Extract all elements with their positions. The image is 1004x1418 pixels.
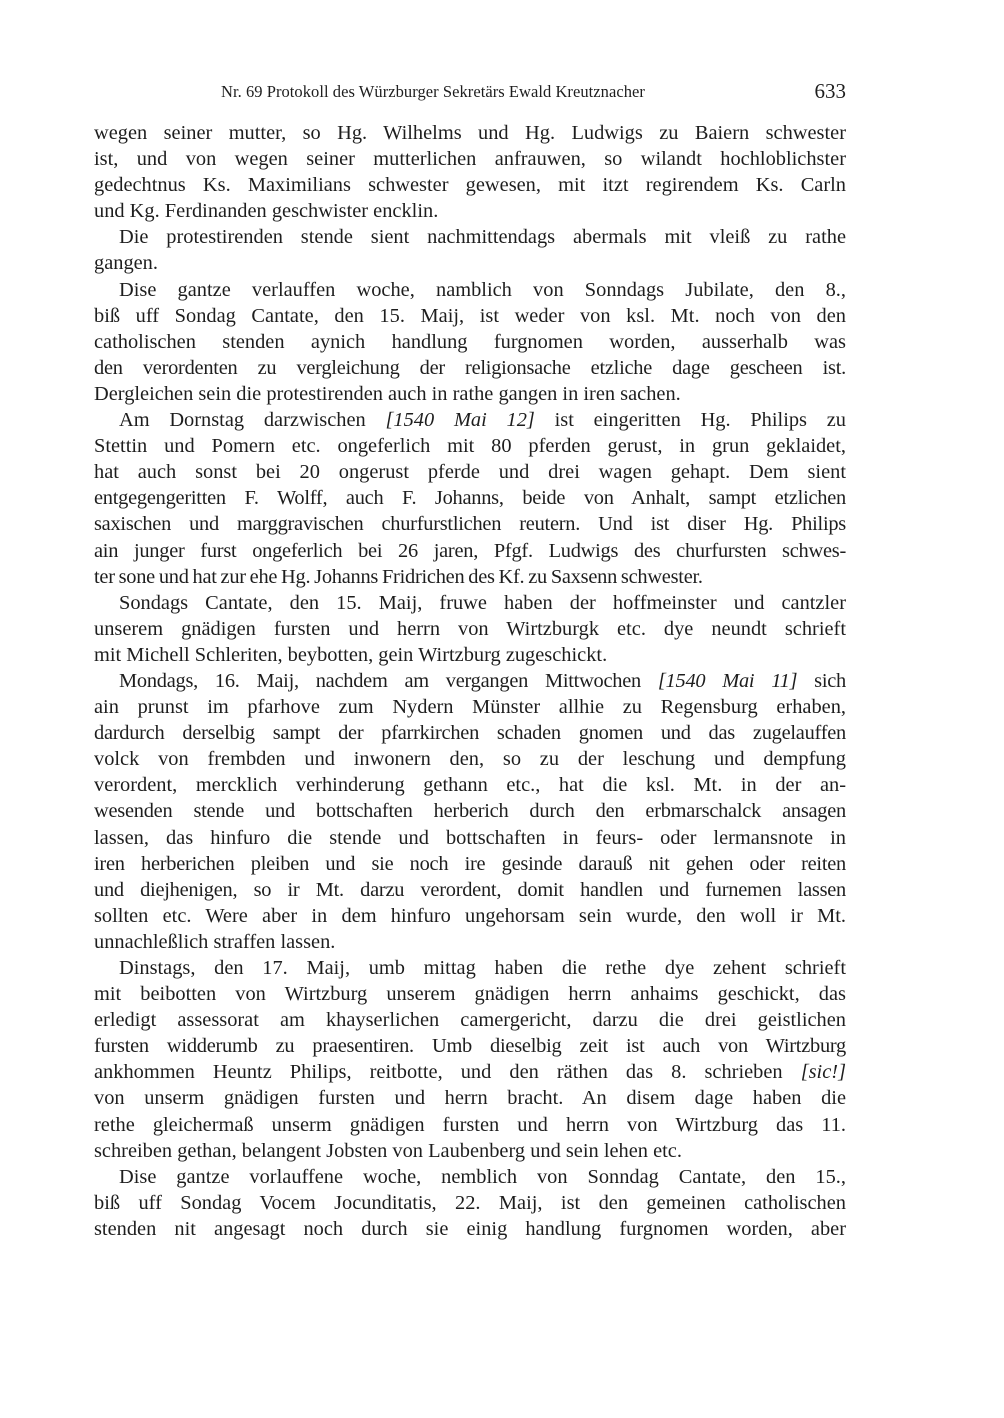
line-text: ankhommen Heuntz Philips, reitbotte, und den räthen das 8. schrieben [94, 1061, 801, 1084]
text-line: Dergleichen sein die protestirenden auch in rathe gangen in iren sachen. [94, 382, 681, 405]
text-line: Dise gantze vorlauffene woche, nemblich von Sonndag Cantate, den 15., [119, 1165, 846, 1188]
editorial-sic-note: [sic!] [800, 1061, 846, 1084]
text-line: und Kg. Ferdinanden geschwister encklin. [94, 200, 439, 223]
line-text: ist eingeritten Hg. Philips zu [534, 409, 846, 432]
text-line: rethe gleichermaß unserm gnädigen fursten und herrn von Wirtzburg das 11. [94, 1113, 846, 1136]
text-line: Sondags Cantate, den 15. Maij, fruwe haben der hoffmeinster und cantzler [119, 591, 846, 614]
text-line [94, 407, 846, 433]
text-line: fursten widderumb zu praesentiren. Umb dieselbig zeit ist auch von Wirtzburg [94, 1035, 846, 1058]
text-line: verordent, mercklich verhinderung gethann etc., hat die ksl. Mt. in der an- [94, 774, 846, 797]
text-line: iren herberichen pleiben und sie noch ire gesinde darauß nit gehen oder reiten [94, 852, 846, 875]
text-line: Dise gantze verlauffen woche, namblich von Sonndags Jubilate, den 8., [119, 278, 846, 301]
text-line: stenden nit angesagt noch durch sie einig handlung furgnomen worden, aber [94, 1217, 846, 1240]
text-line: wegen seiner mutter, so Hg. Wilhelms und Hg. Ludwigs zu Baiern schwester [94, 122, 846, 144]
text-line: von unserm gnädigen fursten und herrn bracht. An disem dage haben die [94, 1087, 846, 1110]
editorial-date-note: [1540 Mai 12] [385, 409, 535, 432]
text-line: erledigt assessorat am khayserlichen camergericht, darzu die drei geistlichen [94, 1009, 846, 1032]
line-text: sich [797, 669, 846, 692]
text-line: catholischen stenden aynich handlung furgnomen worden, ausserhalb was [94, 330, 846, 353]
text-line: und diejhenigen, so ir Mt. darzu verordent, domit handlen und furnemen lassen [94, 878, 846, 901]
text-line: Stettin und Pomern etc. ongeferlich mit 80 pferden gerust, in grun geklaidet, [94, 435, 846, 458]
text-line: biß uff Sondag Vocem Jocunditatis, 22. Maij, ist den gemeinen catholischen [94, 1191, 846, 1214]
paragraph [94, 277, 846, 407]
text-line: unserem gnädigen fursten und herrn von Wirtzburgk etc. dye neundt schrieft [94, 617, 846, 640]
text-line: schreiben gethan, belangent Jobsten von Laubenberg und sein lehen etc. [94, 1139, 682, 1162]
text-line: den verordenten zu vergleichung der religionsache etzliche dage gescheen ist. [94, 356, 846, 379]
text-line: entgegengeritten F. Wolff, auch F. Johanns, beide von Anhalt, sampt etzlichen [94, 487, 846, 510]
text-line: lassen, das hinfuro die stende und bottschaften in feurs- oder lermansnote in [94, 826, 846, 849]
page-number: 633 [814, 79, 846, 103]
body-text [94, 120, 846, 1242]
text-line [94, 668, 846, 694]
text-line: ist, und von wegen seiner mutterlichen anfrauwen, so wilandt hochloblichster [94, 148, 846, 171]
paragraph [94, 955, 846, 1164]
text-line: volck von frembden und inwonern den, so zu der leschung und dempfung [94, 748, 846, 771]
text-line: Dinstags, den 17. Maij, umb mittag haben die rethe dye zehent schrieft [119, 957, 846, 979]
text-line: gangen. [94, 252, 158, 275]
paragraph [94, 407, 846, 590]
text-line: gedechtnus Ks. Maximilians schwester gewesen, mit itzt regirendem Ks. Carln [94, 174, 846, 197]
running-title: Nr. 69 Protokoll des Würzburger Sekretärs Ewald Kreutznacher [221, 82, 645, 101]
text-line: ain junger furst ongeferlich bei 26 jaren, Pfgf. Ludwigs des churfursten schwes- [94, 539, 846, 562]
paragraph [94, 120, 846, 224]
text-line: hat auch sonst bei 20 ongerust pferde und drei wagen gehapt. Dem sient [94, 461, 846, 484]
line-text: Mondags, 16. Maij, nachdem am vergangen Mittwochen [119, 669, 658, 692]
paragraph [94, 668, 846, 955]
text-line [94, 1059, 846, 1085]
text-line: biß uff Sondag Cantate, den 15. Maij, ist weder von ksl. Mt. noch von den [94, 304, 846, 327]
text-line: ain prunst im pfarhove zum Nydern Münster allhie zu Regensburg erhaben, [94, 696, 846, 719]
running-header [94, 80, 846, 106]
text-line: mit Michell Schleriten, beybotten, gein Wirtzburg zugeschickt. [94, 643, 608, 666]
paragraph [94, 224, 846, 276]
text-line: Die protestirenden stende sient nachmittendags abermals mit vleiß zu rathe [119, 226, 846, 249]
text-line: wesenden stende und bottschaften herberich durch den erbmarschalck ansagen [94, 800, 846, 823]
text-line: dardurch derselbig sampt der pfarrkirchen schaden gnomen und das zugelauffen [94, 722, 846, 745]
text-line: ter sone und hat zur ehe Hg. Johanns Fridrichen des Kf. zu Saxsenn schwester. [94, 565, 703, 588]
line-text: Am Dornstag darzwischen [119, 409, 386, 432]
text-line: mit beibotten von Wirtzburg unserem gnädigen herrn anhaims geschickt, das [94, 983, 846, 1006]
paragraph [94, 1164, 846, 1242]
text-line: sollten etc. Were aber in dem hinfuro ungehorsam sein wurde, den woll ir Mt. [94, 904, 846, 927]
text-line: unnachleßlich straffen lassen. [94, 930, 336, 953]
editorial-date-note: [1540 Mai 11] [657, 669, 798, 692]
paragraph [94, 590, 846, 668]
text-line: saxischen und marggravischen churfurstlichen reutern. Und ist diser Hg. Philips [94, 513, 846, 536]
